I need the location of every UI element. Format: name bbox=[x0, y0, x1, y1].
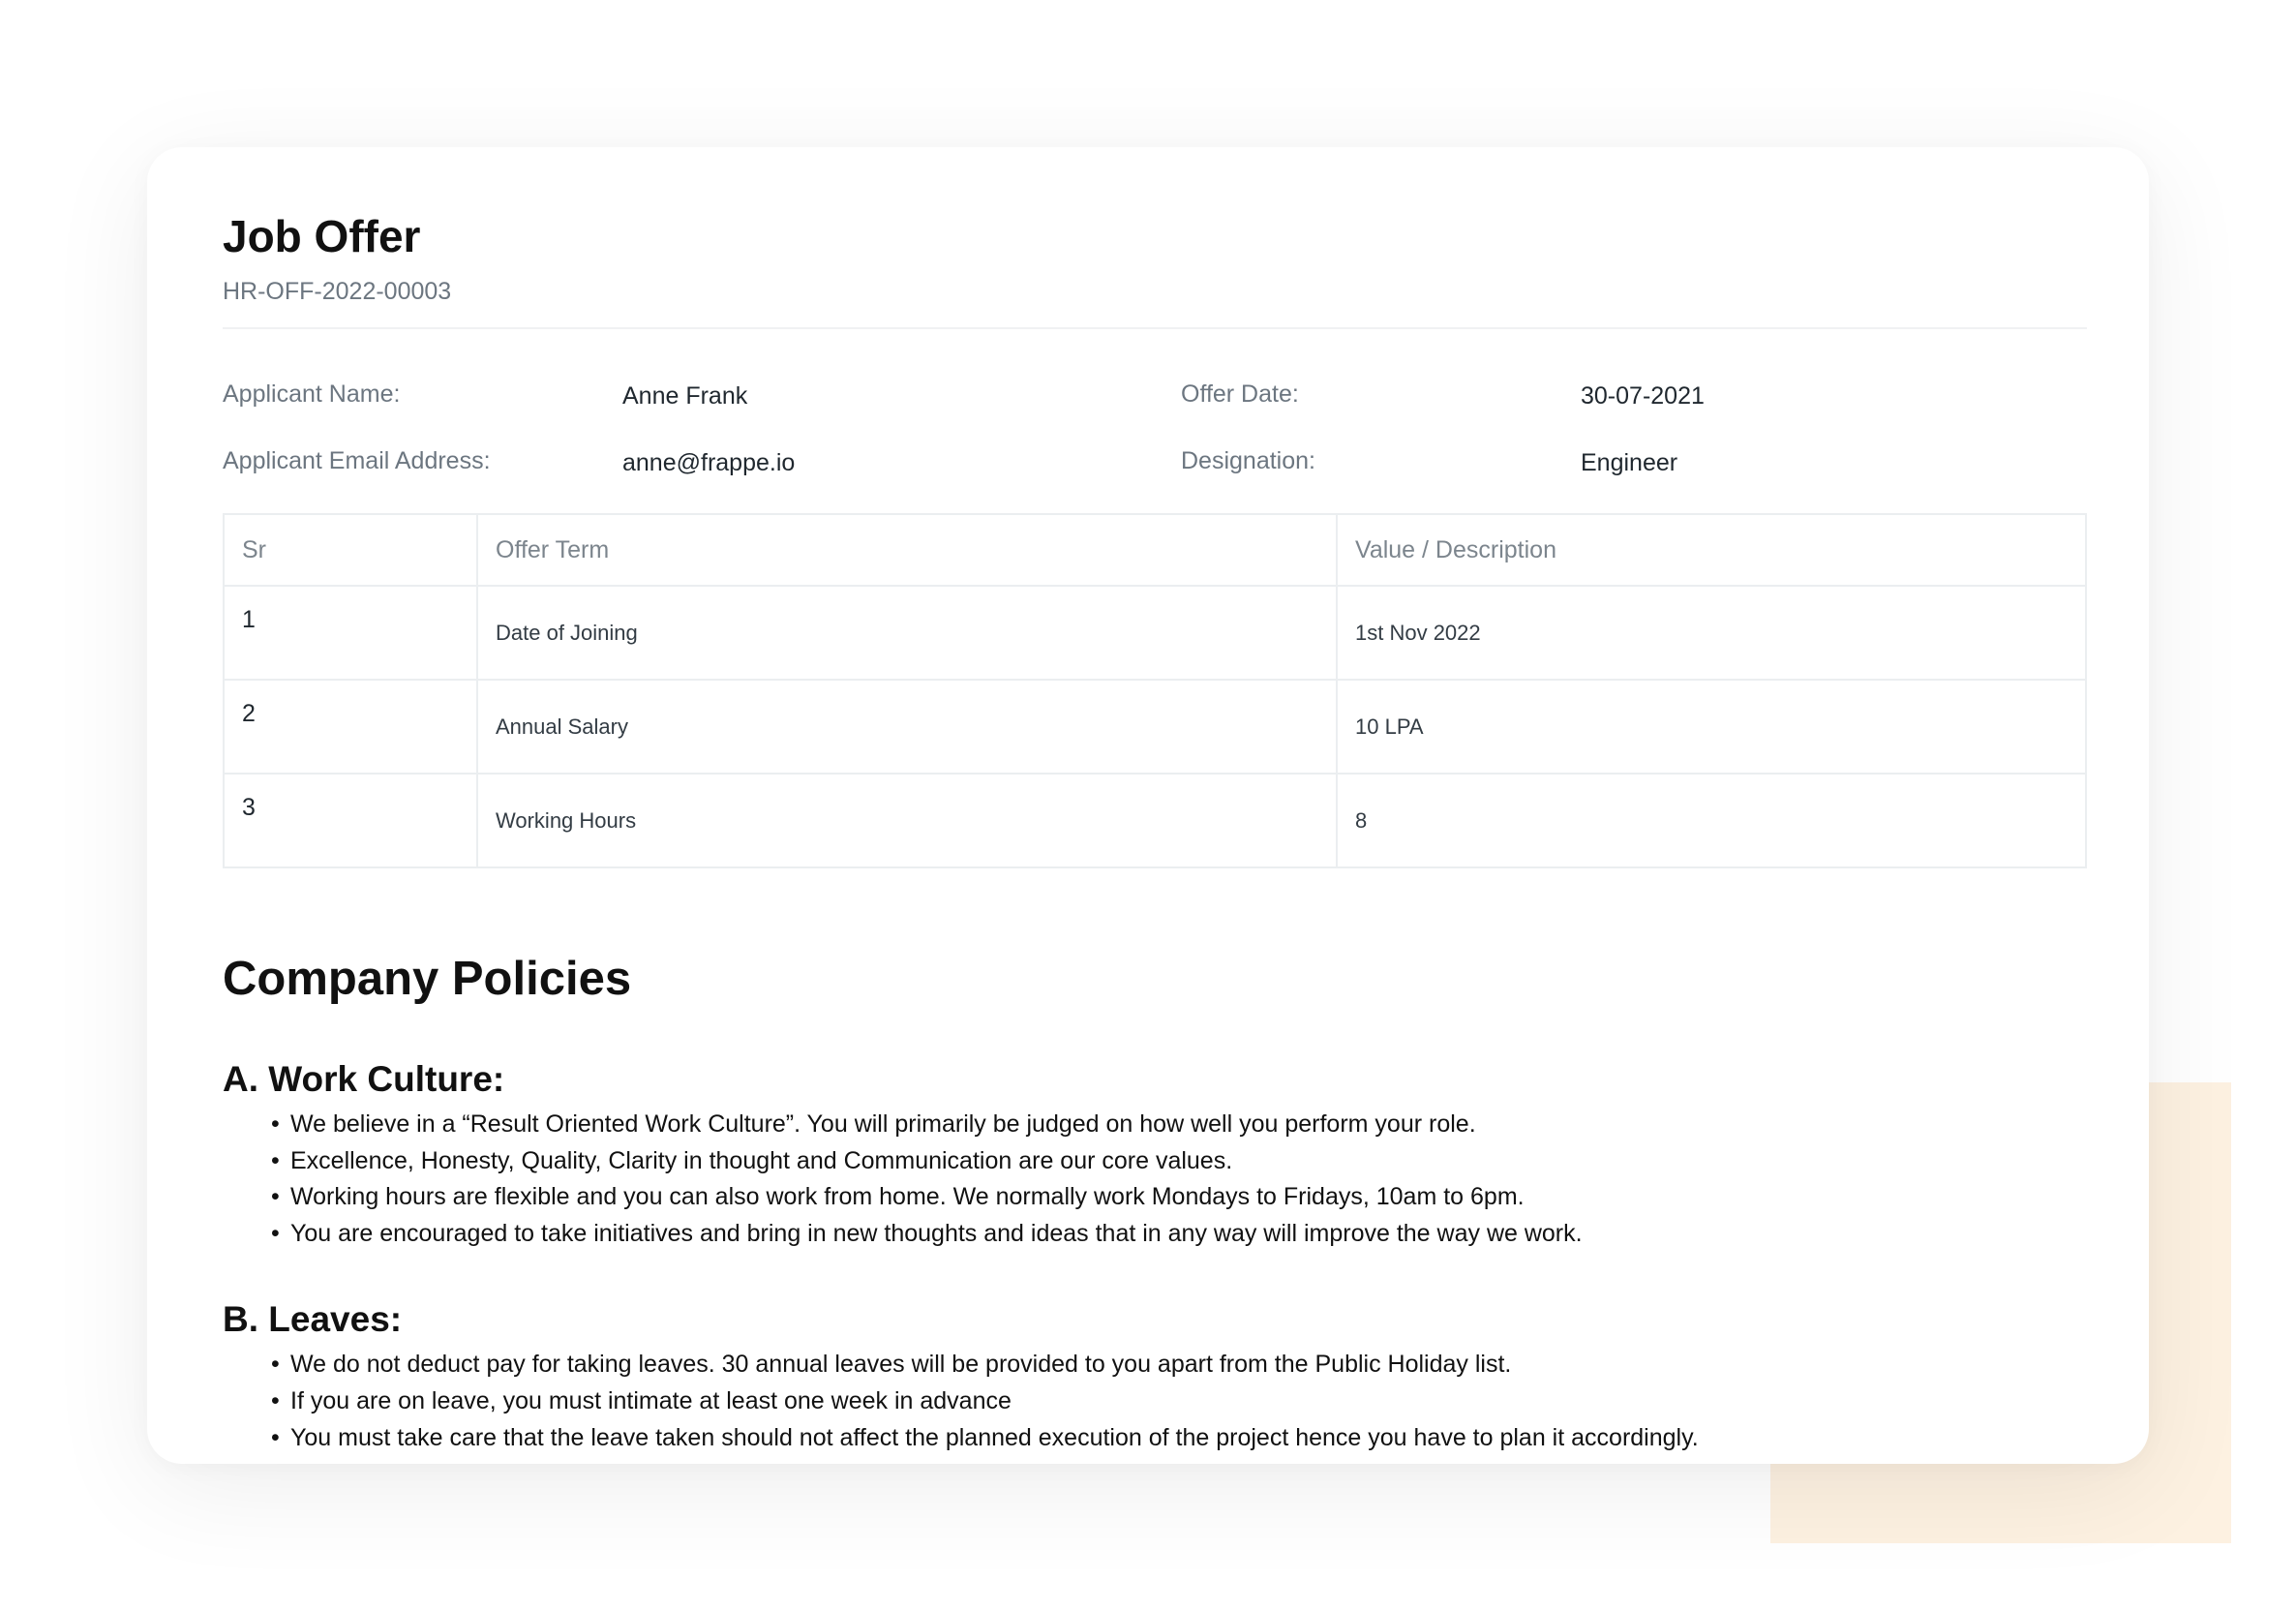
column-header-sr: Sr bbox=[224, 514, 477, 586]
row-sr: 2 bbox=[224, 680, 477, 774]
table-header-row bbox=[224, 514, 2086, 586]
table-row bbox=[224, 680, 2086, 774]
leaves-list bbox=[223, 1347, 2087, 1456]
row-sr: 3 bbox=[224, 774, 477, 867]
list-item: • If you are on leave, you must intimate at least one week in advance bbox=[271, 1383, 2087, 1420]
column-header-value: Value / Description bbox=[1337, 514, 2086, 586]
leaves-heading: B. Leaves: bbox=[223, 1299, 403, 1340]
list-item: • You are encouraged to take initiatives and bring in new thoughts and ideas that in any way will improve the way we work. bbox=[271, 1216, 2087, 1253]
list-item: • We do not deduct pay for taking leaves. 30 annual leaves will be provided to you apart from the Public Holiday list. bbox=[271, 1347, 2087, 1383]
list-item: • Working hours are flexible and you can also work from home. We normally work Mondays to Fridays, 10am to 6pm. bbox=[271, 1179, 2087, 1216]
row-offer-term: Annual Salary bbox=[477, 680, 1337, 774]
row-offer-term: Date of Joining bbox=[477, 586, 1337, 680]
applicant-email-label: Applicant Email Address: bbox=[223, 447, 491, 474]
offer-date-value: 30-07-2021 bbox=[1581, 382, 1705, 410]
applicant-email-value: anne@frappe.io bbox=[622, 449, 796, 476]
document-id: HR-OFF-2022-00003 bbox=[223, 278, 452, 305]
work-culture-heading: A. Work Culture: bbox=[223, 1059, 505, 1099]
applicant-name-value: Anne Frank bbox=[622, 382, 748, 410]
row-offer-term: Working Hours bbox=[477, 774, 1337, 867]
table-row bbox=[224, 774, 2086, 867]
list-item: • We believe in a “Result Oriented Work Culture”. You will primarily be judged on how well you perform your role. bbox=[271, 1107, 2087, 1143]
job-offer-document bbox=[223, 207, 2087, 1456]
row-value: 1st Nov 2022 bbox=[1337, 586, 2086, 680]
offer-details bbox=[223, 329, 2087, 513]
column-header-offer-term: Offer Term bbox=[477, 514, 1337, 586]
row-value: 8 bbox=[1337, 774, 2086, 867]
row-sr: 1 bbox=[224, 586, 477, 680]
offer-date-label: Offer Date: bbox=[1181, 380, 1299, 408]
list-item: • You must take care that the leave taken should not affect the planned execution of the project hence you have to plan it accordingly. bbox=[271, 1420, 2087, 1457]
work-culture-list bbox=[223, 1107, 2087, 1252]
company-policies-heading: Company Policies bbox=[223, 953, 632, 1005]
applicant-name-label: Applicant Name: bbox=[223, 380, 401, 408]
list-item: • Excellence, Honesty, Quality, Clarity in thought and Communication are our core values. bbox=[271, 1143, 2087, 1180]
page-title: Job Offer bbox=[223, 211, 421, 261]
table-row bbox=[224, 586, 2086, 680]
job-offer-card bbox=[147, 147, 2149, 1464]
row-value: 10 LPA bbox=[1337, 680, 2086, 774]
designation-label: Designation: bbox=[1181, 447, 1315, 474]
offer-terms-table bbox=[223, 513, 2087, 868]
designation-value: Engineer bbox=[1581, 449, 1678, 476]
